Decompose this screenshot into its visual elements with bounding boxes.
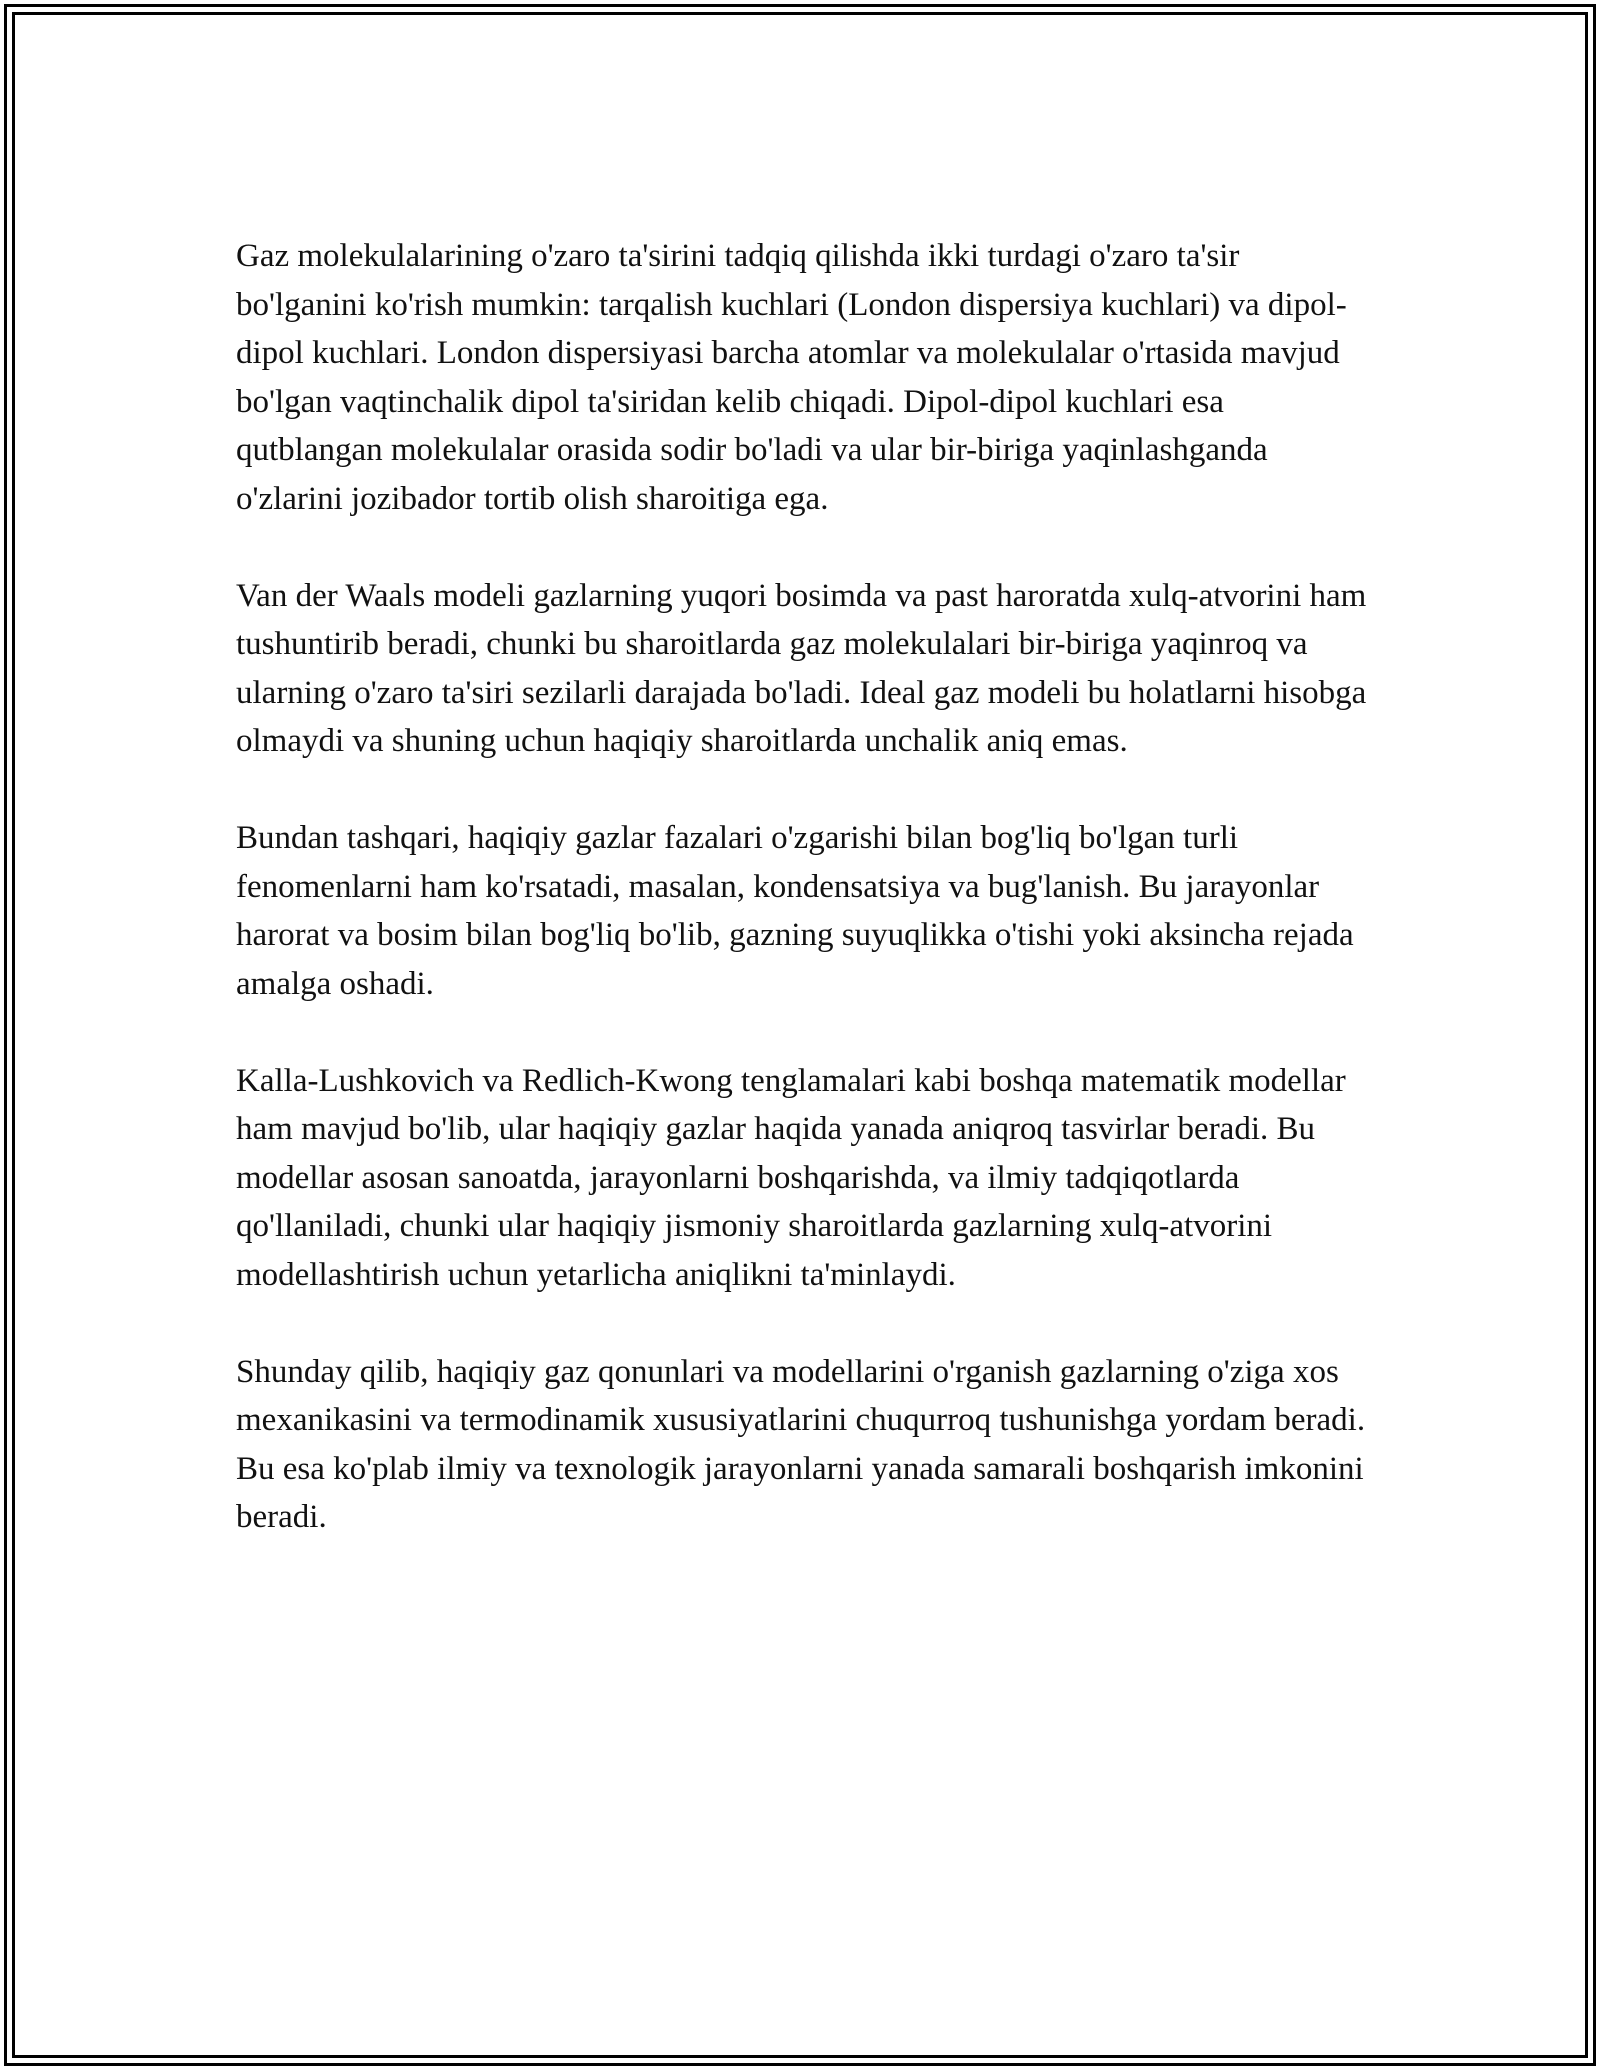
paragraph-5: Shunday qilib, haqiqiy gaz qonunlari va modellarini o'rganish gazlarning o'ziga xos mexanikasini va termodinamik xususiyatlarini chuqurroq tushunishga yordam beradi. Bu esa ko'plab ilmiy va texnologik jarayonlarni yanada samarali boshqarish imkonini beradi. (236, 1353, 1366, 1535)
paragraph-2: Van der Waals modeli gazlarning yuqori bosimda va past haroratda xulq-atvorini ham tushuntirib beradi, chunki bu sharoitlarda gaz molekulalari bir-biriga yaqinroq va ularning o'zaro ta'siri sezilarli darajada bo'ladi. Ideal gaz modeli bu holatlarni hisobga olmaydi va shuning uchun haqiqiy sharoitlarda unchalik aniq emas. (236, 577, 1367, 759)
paragraph-4: Kalla-Lushkovich va Redlich-Kwong tenglamalari kabi boshqa matematik modellar ham mavjud bo'lib, ular haqiqiy gazlar haqida yanada aniqroq tasvirlar beradi. Bu modellar asosan sanoatda, jarayonlarni boshqarishda, va ilmiy tadqiqotlarda qo'llaniladi, chunki ular haqiqiy jismoniy sharoitlarda gazlarning xulq-atvorini modellashtirish uchun yetarlicha aniqlikni ta'minlaydi. (236, 1062, 1346, 1293)
paragraph-1: Gaz molekulalarining o'zaro ta'sirini tadqiq qilishda ikki turdagi o'zaro ta'sir bo'lganini ko'rish mumkin: tarqalish kuchlari (London dispersiya kuchlari) va dipol-dipol kuchlari. London dispersiyasi barcha atomlar va molekulalar o'rtasida mavjud bo'lgan vaqtinchalik dipol ta'siridan kelib chiqadi. Dipol-dipol kuchlari esa qutblangan molekulalar orasida sodir bo'ladi va ular bir-biriga yaqinlashganda o'zlarini jozibador tortib olish sharoitiga ega. (236, 238, 1347, 517)
document-body (236, 232, 1370, 1590)
paragraph-3: Bundan tashqari, haqiqiy gazlar fazalari o'zgarishi bilan bog'liq bo'lgan turli fenomenlarni ham ko'rsatadi, masalan, kondensatsiya va bug'lanish. Bu jarayonlar harorat va bosim bilan bog'liq bo'lib, gazning suyuqlikka o'tishi yoki aksincha rejada amalga oshadi. (236, 820, 1354, 1002)
